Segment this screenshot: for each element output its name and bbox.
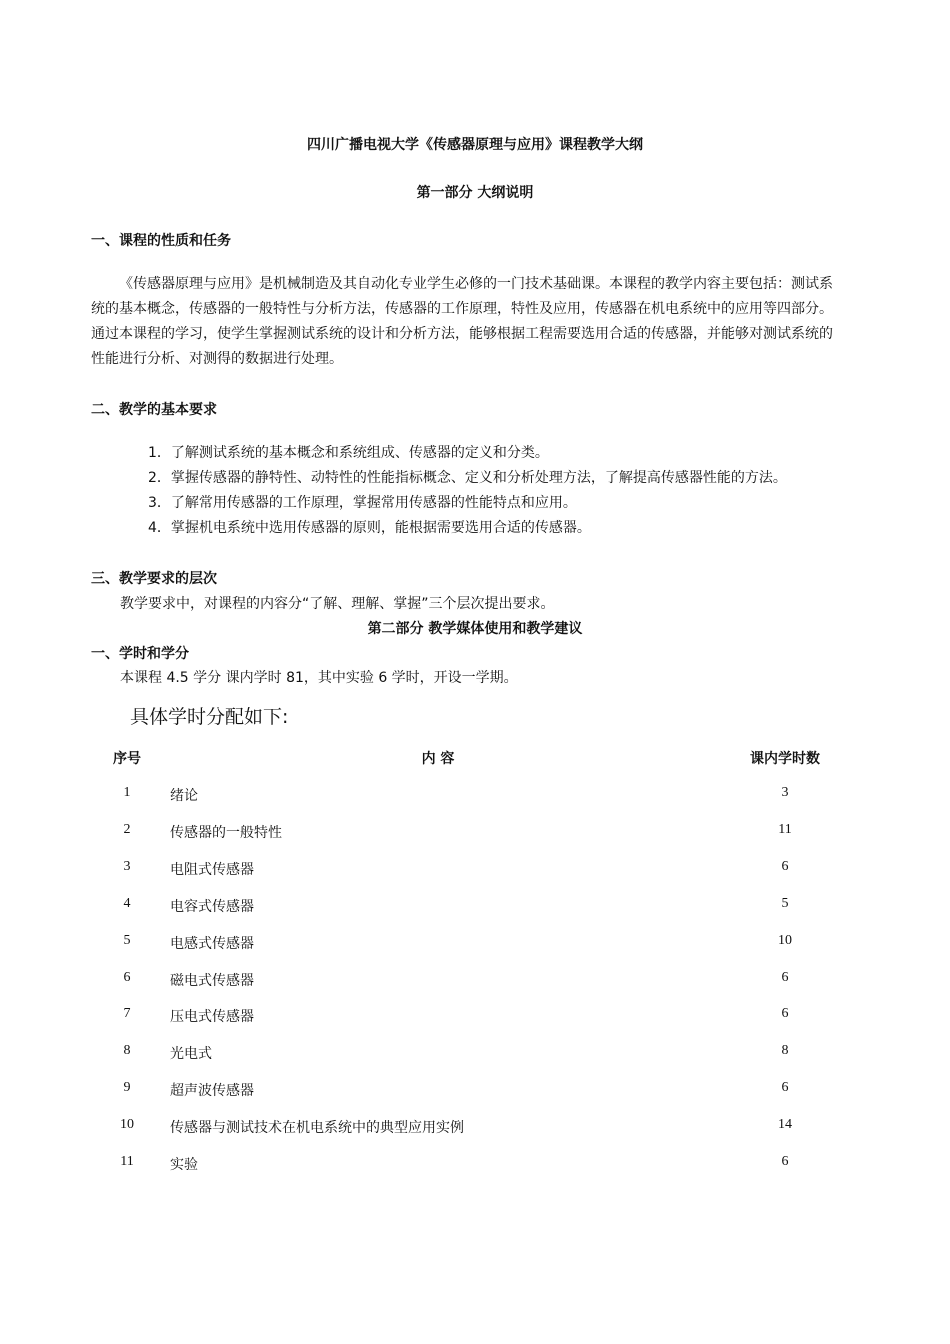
paragraph-line: 《传感器原理与应用》是机械制造及其自动化专业学生必修的一门技术基础课。本课程的教学内容主要包括：测试系 [119, 276, 833, 292]
paragraph-line: 性能进行分析、对测得的数据进行处理。 [91, 351, 343, 367]
section4-text: 本课程 4.5 学分 课内学时 81，其中实验 6 学时，开设一学期。 [120, 670, 518, 686]
list-item: 3．了解常用传感器的工作原理，掌握常用传感器的性能特点和应用。 [148, 495, 577, 511]
table-header-hours: 课内学时数 [750, 751, 820, 767]
list-item: 4．掌握机电系统中选用传感器的原则，能根据需要选用合适的传感器。 [148, 520, 591, 536]
row-index: 8 [123, 1043, 131, 1058]
section1-paragraph [91, 272, 856, 372]
row-index: 4 [123, 896, 131, 911]
list-item: 2．掌握传感器的静特性、动特性的性能指标概念、定义和分析处理方法，了解提高传感器性能的方法。 [148, 470, 787, 486]
row-content: 传感器的一般特性 [170, 826, 282, 841]
document-title: 四川广播电视大学《传感器原理与应用》课程教学大纲 [307, 137, 643, 153]
part1-title: 第一部分 大纲说明 [416, 185, 534, 201]
row-index: 1 [123, 785, 131, 800]
row-hours: 8 [781, 1043, 789, 1058]
table-header-content: 内 容 [421, 751, 455, 767]
row-index: 6 [123, 970, 131, 985]
table-header-index: 序号 [113, 751, 141, 767]
row-content: 电感式传感器 [170, 937, 254, 952]
row-index: 2 [123, 822, 131, 837]
row-hours: 6 [781, 1006, 789, 1021]
section3-heading: 三、教学要求的层次 [91, 571, 217, 587]
paragraph-line: 统的基本概念，传感器的一般特性与分析方法，传感器的工作原理，特性及应用，传感器在机电系统中的应用等四部分。 [91, 301, 833, 317]
section1-heading: 一、课程的性质和任务 [91, 233, 231, 249]
row-content: 电容式传感器 [170, 900, 254, 915]
row-hours: 6 [781, 1080, 789, 1095]
row-index: 9 [123, 1080, 131, 1095]
row-index: 10 [120, 1117, 134, 1132]
list-item: 1．了解测试系统的基本概念和系统组成、传感器的定义和分类。 [148, 445, 549, 461]
section3-text: 教学要求中，对课程的内容分“了解、理解、掌握”三个层次提出要求。 [120, 596, 555, 612]
row-hours: 6 [781, 1154, 789, 1169]
row-index: 5 [123, 933, 131, 948]
row-index: 3 [123, 859, 131, 874]
row-hours: 10 [778, 933, 792, 948]
distribution-label: 具体学时分配如下: [130, 706, 289, 728]
row-hours: 3 [781, 785, 789, 800]
row-content: 超声波传感器 [170, 1084, 254, 1099]
row-index: 11 [120, 1154, 134, 1169]
row-content: 压电式传感器 [170, 1010, 254, 1025]
row-hours: 6 [781, 859, 789, 874]
section2-heading: 二、教学的基本要求 [91, 402, 217, 418]
row-content: 传感器与测试技术在机电系统中的典型应用实例 [170, 1121, 464, 1136]
row-content: 绪论 [170, 789, 198, 804]
row-hours: 14 [778, 1117, 792, 1132]
section4-heading: 一、学时和学分 [91, 646, 189, 662]
row-hours: 5 [781, 896, 789, 911]
requirements-list [148, 441, 787, 541]
paragraph-line: 通过本课程的学习，使学生掌握测试系统的设计和分析方法，能够根据工程需要选用合适的传感器，并能够对测试系统的 [91, 326, 833, 342]
row-hours: 6 [781, 970, 789, 985]
row-hours: 11 [778, 822, 792, 837]
part2-title: 第二部分 教学媒体使用和教学建议 [367, 621, 583, 637]
row-index: 7 [123, 1006, 131, 1021]
row-content: 磁电式传感器 [170, 974, 254, 989]
row-content: 实验 [170, 1158, 198, 1173]
row-content: 光电式 [170, 1047, 212, 1062]
row-content: 电阻式传感器 [170, 863, 254, 878]
